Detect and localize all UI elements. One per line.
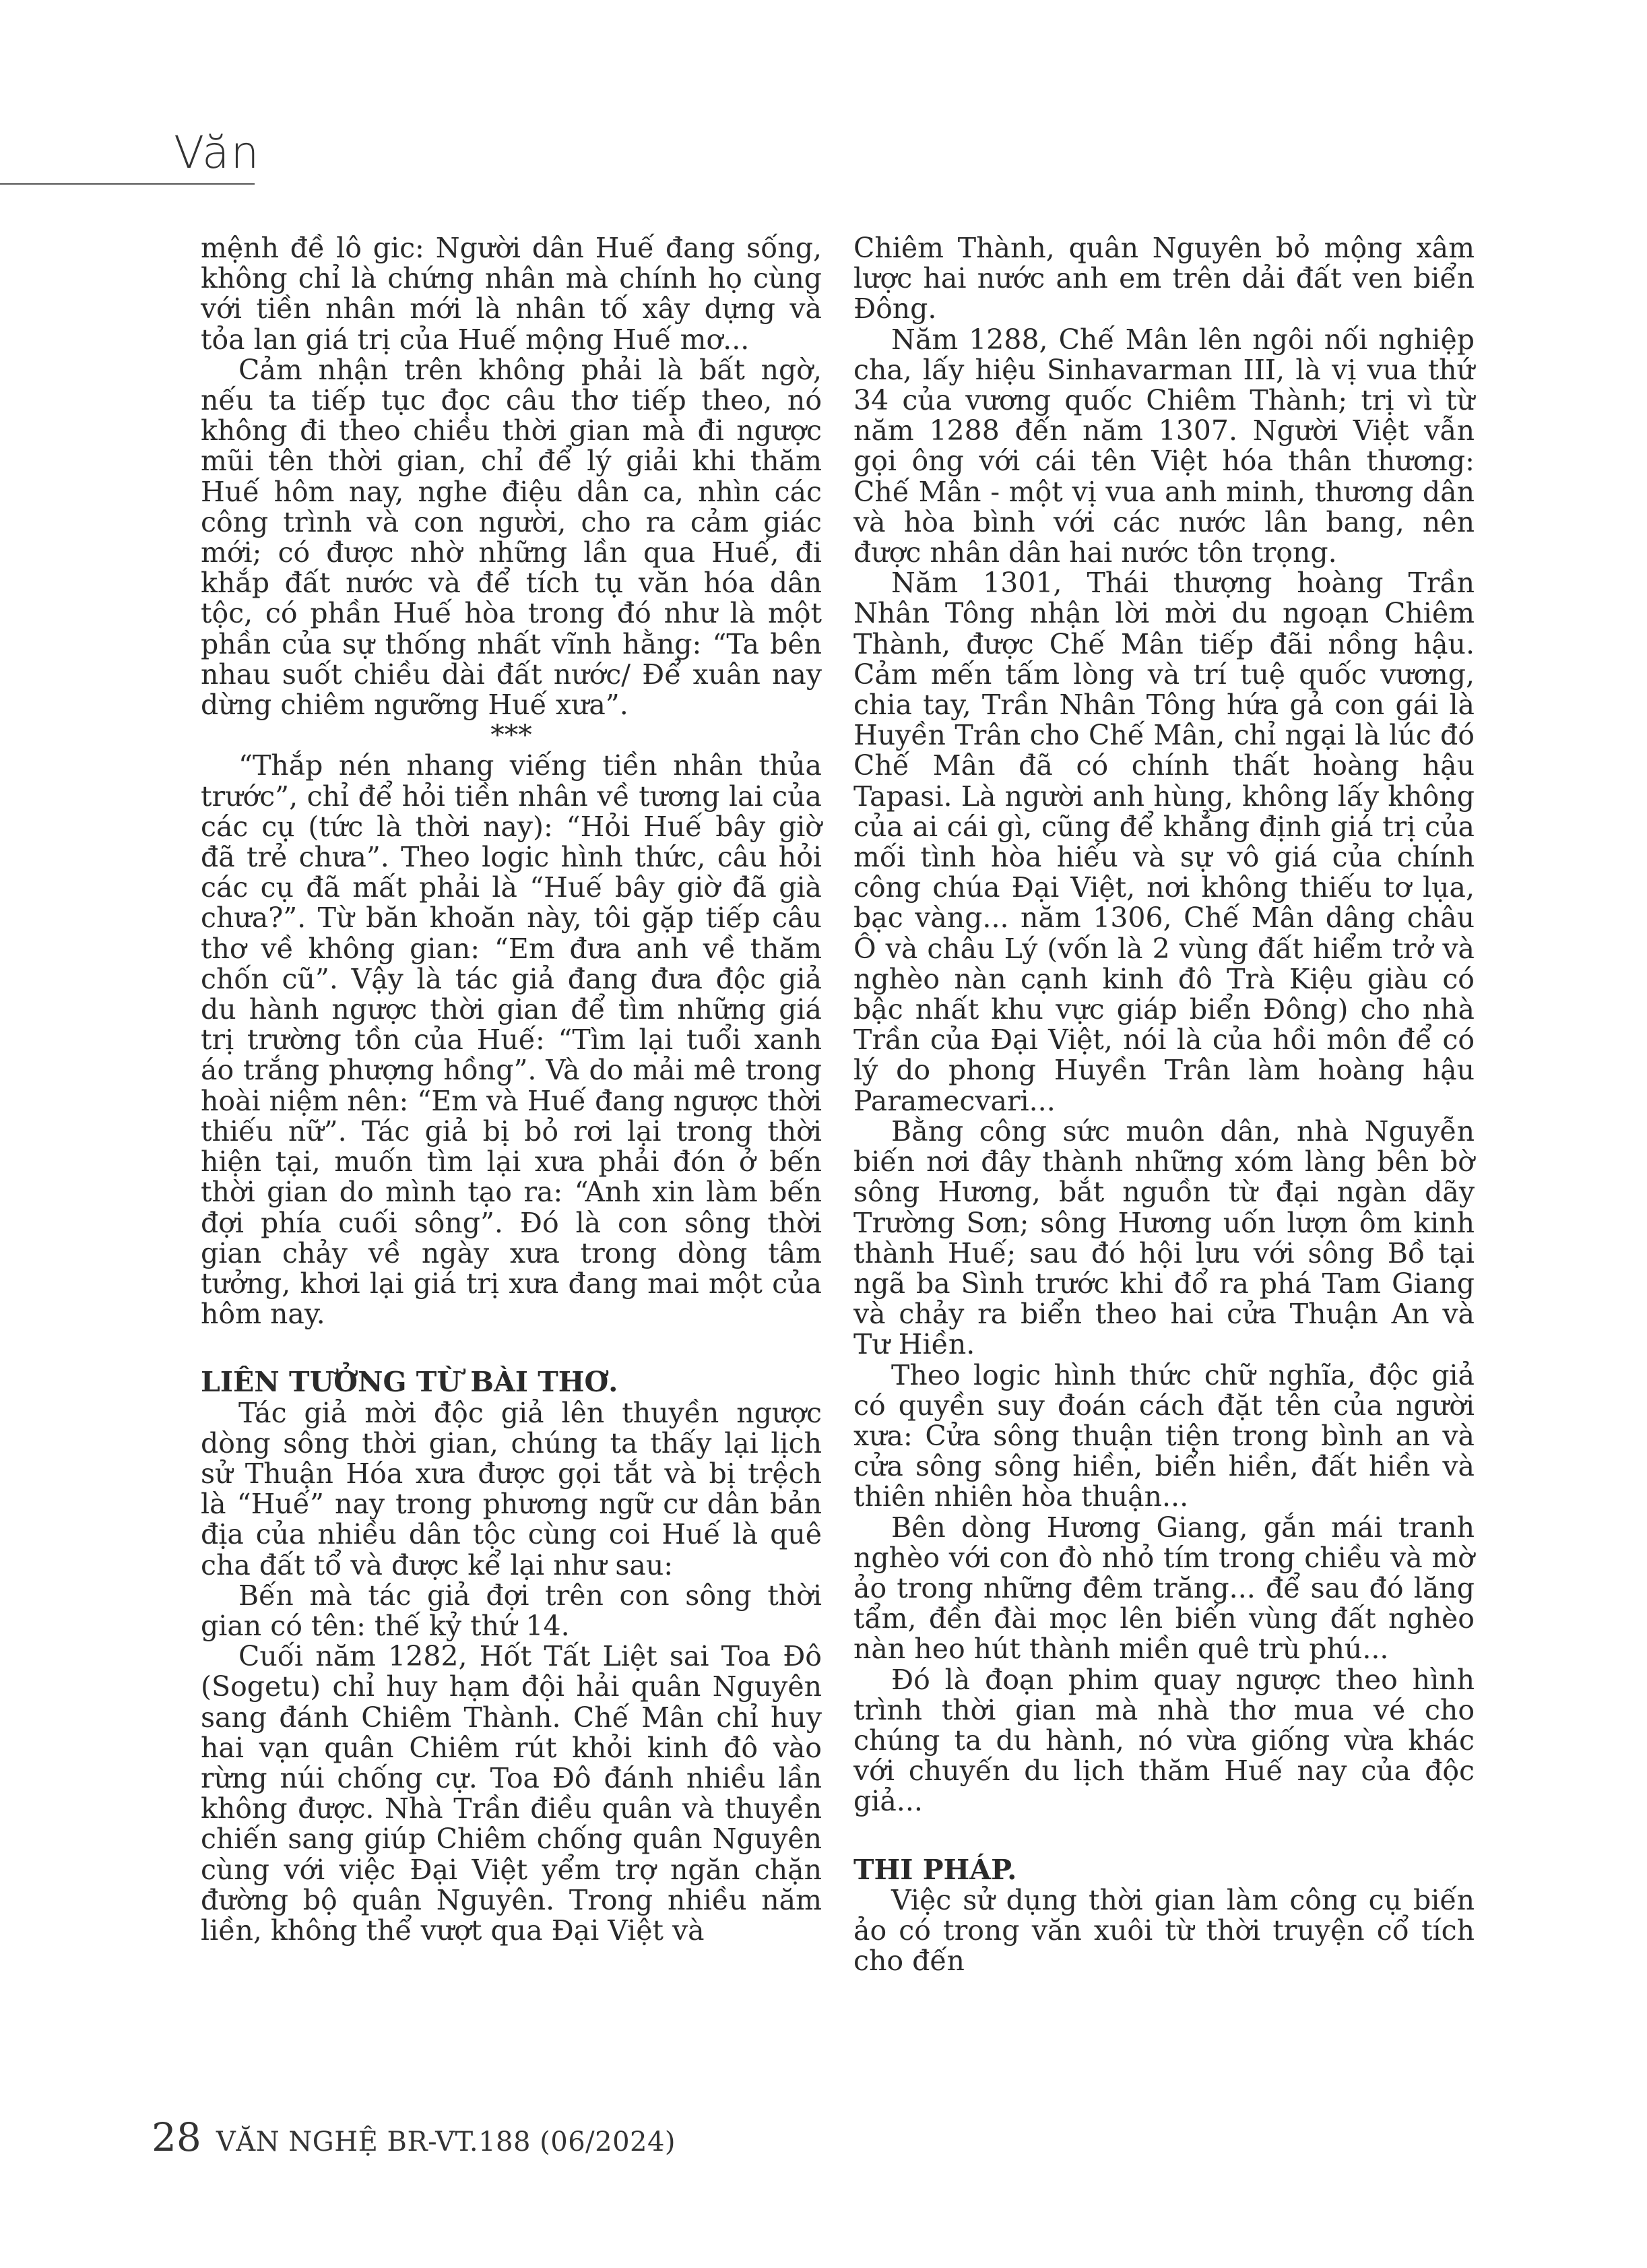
paragraph: Cuối năm 1282, Hốt Tất Liệt sai Toa Đô (Sogetu) chỉ huy hạm đội hải quân Nguyên sang đánh Chiêm Thành. Chế Mân chỉ huy hai vạn quân Chiêm rút khỏi kinh đô vào rừng núi chống cự. Toa Đô đánh nhiều lần không được. Nhà Trần điều quân và thuyền chiến sang giúp Chiêm chống quân Nguyên cùng với việc Đại Việt yểm trợ ngăn chặn đường bộ quân Nguyên. Trong nhiều năm liền, không thể vượt qua Đại Việt và: [201, 1640, 822, 1947]
paragraph: Bên dòng Hương Giang, gắn mái tranh nghèo với con đò nhỏ tím trong chiều và mờ ảo trong những đêm trăng... để sau đó lăng tẩm, đền đài mọc lên biến vùng đất nghèo nàn heo hút thành miền quê trù phú...: [853, 1511, 1475, 1666]
page-number: 28: [152, 2114, 201, 2160]
section-divider: ***: [490, 719, 532, 752]
paragraph: Năm 1288, Chế Mân lên ngôi nối nghiệp cha, lấy hiệu Sinhavarman III, là vị vua thứ 34 của vương quốc Chiêm Thành; trị vì từ năm 1288 đến năm 1307. Người Việt vẫn gọi ông với cái tên Việt hóa thân thương: Chế Mân - một vị vua anh minh, thương dân và hòa bình với các nước lân bang, nên được nhân dân hai nước tôn trọng.: [853, 323, 1475, 569]
paragraph: Theo logic hình thức chữ nghĩa, độc giả có quyền suy đoán cách đặt tên của người xưa: Cửa sông thuận tiện trong bình an và cửa sông sông hiền, biển hiền, đất hiền và thiên nhiên hòa thuận...: [853, 1358, 1475, 1513]
header-rule: [0, 183, 255, 185]
paragraph: Đó là đoạn phim quay ngược theo hình trình thời gian mà nhà thơ mua vé cho chúng ta du hành, nó vừa giống vừa khác với chuyến du lịch thăm Huế nay của độc giả...: [853, 1663, 1475, 1818]
paragraph: Chiêm Thành, quân Nguyên bỏ mộng xâm lược hai nước anh em trên dải đất ven biển Đông.: [853, 232, 1475, 325]
magazine-issue: VĂN NGHỆ BR-VT.188 (06/2024): [216, 2127, 676, 2157]
paragraph: Bằng công sức muôn dân, nhà Nguyễn biến nơi đây thành những xóm làng bên bờ sông Hương, bắt nguồn từ đại ngàn dãy Trường Sơn; sông Hương uốn lượn ôm kinh thành Huế; sau đó hội lưu với sông Bồ tại ngã ba Sình trước khi đổ ra phá Tam Giang và chảy ra biển theo hai cửa Thuận An và Tư Hiền.: [853, 1114, 1475, 1361]
paragraph: Việc sử dụng thời gian làm công cụ biến ảo có trong văn xuôi từ thời truyện cổ tích cho đến: [853, 1883, 1475, 1978]
paragraph: Bến mà tác giả đợi trên con sông thời gian có tên: thế kỷ thứ 14.: [201, 1579, 822, 1642]
paragraph: “Thắp nén nhang viếng tiền nhân thủa trước”, chỉ để hỏi tiền nhân về tương lai của các cụ (tức là thời nay): “Hỏi Huế bây giờ đã trẻ chưa”. Theo logic hình thức, câu hỏi các cụ đã mất phải là “Huế bây giờ đã già chưa?”. Từ băn khoăn này, tôi gặp tiếp câu thơ về không gian: “Em đưa anh về thăm chốn cũ”. Vậy là tác giả đang đưa độc giả du hành ngược thời gian để tìm những giá trị trường tồn của Huế: “Tìm lại tuổi xanh áo trắng phượng hồng”. Và do mải mê trong hoài niệm nên: “Em và Huế đang ngược thời thiếu nữ”. Tác giả bị bỏ rơi lại trong thời hiện tại, muốn tìm lại xưa phải đón ở bến thời gian do mình tạo ra: “Anh xin làm bến đợi phía cuối sông”. Đó là con sông thời gian chảy về ngày xưa trong dòng tâm tưởng, khơi lại giá trị xưa đang mai một của hôm nay.: [201, 749, 822, 1331]
section-heading: LIÊN TƯỞNG TỪ BÀI THƠ.: [201, 1366, 618, 1399]
section-heading: THI PHÁP.: [853, 1853, 1017, 1886]
section-title: Văn: [174, 127, 261, 179]
paragraph: Tác giả mời độc giả lên thuyền ngược dòng sông thời gian, chúng ta thấy lại lịch sử Thuận Hóa xưa được gọi tắt và bị trệch là “Huế” nay trong phương ngữ cư dân bản địa của nhiều dân tộc cùng coi Huế là quê cha đất tổ và được kể lại như sau:: [201, 1396, 822, 1581]
paragraph: mệnh đề lô gic: Người dân Huế đang sống, không chỉ là chứng nhân mà chính họ cùng với tiền nhân mới là nhân tố xây dựng và tỏa lan giá trị của Huế mộng Huế mơ...: [201, 232, 822, 356]
paragraph: Cảm nhận trên không phải là bất ngờ, nếu ta tiếp tục đọc câu thơ tiếp theo, nó không đi theo chiều thời gian mà đi ngược mũi tên thời gian, chỉ để lý giải khi thăm Huế hôm nay, nghe điệu dân ca, nhìn các công trình và con người, cho ra cảm giác mới; có được nhờ những lần qua Huế, đi khắp đất nước và để tích tụ văn hóa dân tộc, có phần Huế hòa trong đó như là một phần của sự thống nhất vĩnh hằng: “Ta bên nhau suốt chiều dài đất nước/ Để xuân nay dừng chiêm ngưỡng Huế xưa”.: [201, 353, 822, 722]
right-column: [853, 233, 1475, 1976]
left-column: [201, 233, 822, 1946]
paragraph: Năm 1301, Thái thượng hoàng Trần Nhân Tông nhận lời mời du ngoạn Chiêm Thành, được Chế Mân tiếp đãi nồng hậu. Cảm mến tấm lòng và trí tuệ quốc vương, chia tay, Trần Nhân Tông hứa gả con gái là Huyền Trân cho Chế Mân, chỉ ngại là lúc đó Chế Mân đã có chính thất hoàng hậu Tapasi. Là người anh hùng, không lấy không của ai cái gì, cũng để khẳng định giá trị của mối tình hòa hiếu và sự vô giá của chính công chúa Đại Việt, nơi không thiếu tơ lụa, bạc vàng... năm 1306, Chế Mân dâng châu Ô và châu Lý (vốn là 2 vùng đất hiểm trở và nghèo nàn cạnh kinh đô Trà Kiệu giàu có bậc nhất khu vực giáp biển Đông) cho nhà Trần của Đại Việt, nói là của hồi môn để có lý do phong Huyền Trân làm hoàng hậu Paramecvari...: [853, 567, 1475, 1117]
page-footer: [152, 2114, 676, 2160]
